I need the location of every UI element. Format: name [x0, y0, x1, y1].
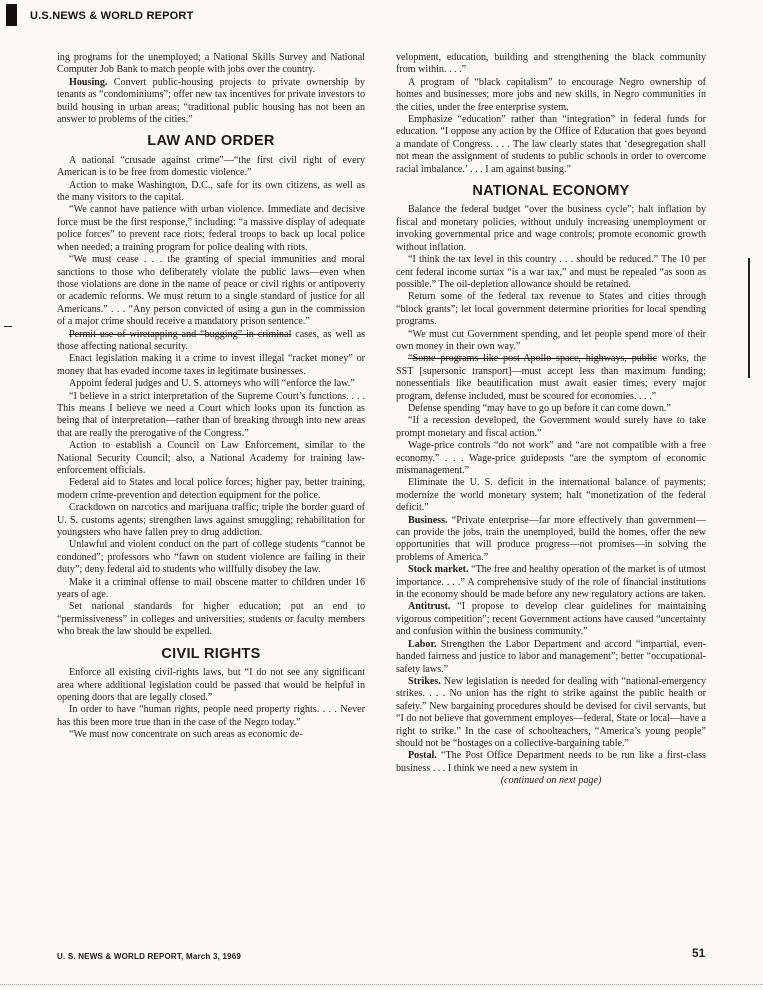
paragraph — [396, 775, 706, 787]
paragraph-text: ing programs for the unemployed; a National Skills Survey and National Computer Job Bank to match people with jobs over the country. — [57, 52, 365, 76]
page-number: 51 — [692, 946, 706, 960]
paragraph-lead: Stock market. — [408, 564, 469, 576]
paragraph — [57, 704, 365, 729]
paragraph-text: “We must now concentrate on such areas as economic de- — [69, 729, 303, 741]
paragraph-text: Action to make Washington, D.C., safe for its own citizens, as well as the many visitors to the capital. — [57, 179, 365, 204]
paragraph — [57, 77, 365, 127]
paragraph-lead: Antitrust. — [408, 601, 451, 613]
paragraph — [57, 667, 365, 704]
paragraph — [396, 329, 706, 354]
paragraph-lead: Housing. — [69, 76, 108, 88]
paragraph-text: “I think the tax level in this country . . . should be reduced.” The 10 per cent federal income surtax “is a war tax,” and must be repealed “as soon as possible.” The oil-depletion allowance should be retained. — [396, 254, 706, 290]
paragraph — [57, 539, 365, 576]
paragraph — [57, 329, 365, 354]
paragraph — [396, 639, 706, 676]
section-heading: LAW AND ORDER — [147, 133, 275, 150]
paragraph-text: Enforce all existing civil-rights laws, but “I do not see any significant area where additional legislation could be passed that would be helpful in opening doors that are legally closed.” — [57, 667, 365, 703]
paragraph-text: “Private enterprise—far more effectively than government—can provide the jobs, train the unemployed, build the homes, offer the new opportunities that will produce progress—not promises—in solving the problems of America.” — [396, 514, 706, 563]
paragraph — [396, 750, 706, 775]
paragraph — [396, 601, 706, 638]
paragraph-lead: Strikes. — [408, 675, 441, 687]
paragraph-text: Wage-price controls “do not work” and “are not compatible with a free economy.” . . . Wage-price guideposts “are the symptom of economic mismanagement.” — [396, 440, 706, 476]
paragraph — [396, 564, 706, 601]
paragraph — [396, 52, 706, 77]
paragraph — [57, 601, 365, 638]
paragraph — [396, 403, 706, 415]
margin-tick — [4, 326, 12, 327]
paragraph — [57, 204, 365, 254]
paragraph-text: (continued on next page) — [500, 775, 602, 787]
paragraph — [396, 291, 706, 328]
paragraph-text: “The Post Office Department needs to be run like a first-class business . . . I think we need a new system in — [396, 750, 706, 774]
paragraph — [57, 378, 365, 390]
paragraph — [396, 254, 706, 291]
paragraph-text: Crackdown on narcotics and marijuana traffic; triple the border guard of U. S. customs agents; strengthen laws against smuggling; rehabilitation for youngsters who have fallen prey to drug addiction. — [57, 502, 365, 539]
paragraph — [396, 676, 706, 750]
paragraph — [57, 502, 365, 539]
paragraph-text: works, the SST [supersonic transport]—must accept less than maximum funding; nonessentials like beautification must await easier times; every major program, defense included, must be scoured for economies. . . .” — [396, 353, 706, 402]
paragraph — [396, 114, 706, 176]
paragraph-text: Return some of the federal tax revenue to States and cities through “block grants”; let local government determine priorities for local spending programs. — [396, 291, 706, 328]
paragraph-text: In order to have “human rights, people need property rights. . . . Never has this been more true than in the case of the Negro today.” — [57, 704, 365, 728]
paragraph-text: Strengthen the Labor Department and accord “impartial, even-handed fairness and justice to labor and management”; better “occupational-safety laws.” — [396, 638, 706, 675]
paragraph-lead: Postal. — [408, 750, 437, 762]
paragraph-text: “We must cut Government spending, and let people spend more of their own money in their own way.” — [396, 328, 706, 352]
paragraph-text: Action to establish a Council on Law Enforcement, similar to the National Security Council; also, a National Academy for training law-enforcement officials. — [57, 440, 365, 476]
paragraph-text: Eliminate the U. S. deficit in the international balance of payments; modernize the world monetary system; halt “monetization of the federal deficit.” — [396, 477, 706, 514]
paragraph — [57, 180, 365, 205]
paragraph — [57, 155, 365, 180]
paragraph-text: Set national standards for higher education; put an end to “permissiveness” in colleges and universities; students or faculty members who break the law should be expelled. — [57, 601, 365, 638]
paragraph — [396, 440, 706, 477]
paragraph — [57, 577, 365, 602]
struck-text: “Some programs like post-Apollo space, highways, public — [408, 353, 657, 365]
struck-text: Permit use of wiretapping and “bugging” in criminal — [69, 328, 292, 340]
paragraph-text: Convert public-housing projects to private ownership by tenants as “condominiums”; offer new tax incentives for private investors to build housing in urban areas; “traditional public housing has not been an answer to problems of the cities.” — [57, 76, 365, 126]
paragraph — [57, 391, 365, 441]
paragraph-text: “We must cease . . . the granting of special immunities and moral sanctions to those who deliberately violate the public laws—even when those violations are done in the name of peace or civil rights or antipoverty or academic reforms. We must return to a single standard of justice for all Americans.” . . . “Any person convicted of using a gun in the commission of a major crime should receive a mandatory prison sentence.” — [57, 254, 365, 328]
paragraph — [57, 729, 365, 741]
page-edge-line — [0, 984, 763, 985]
section-heading: NATIONAL ECONOMY — [472, 183, 630, 200]
paragraph-text: Federal aid to States and local police forces; higher pay, better training, modern crime-prevention and detection equipment for the police. — [57, 477, 365, 501]
paragraph — [396, 353, 706, 403]
right-column — [396, 52, 706, 788]
paragraph-text: New legislation is needed for dealing with “national-emergency strikes. . . . No union has the right to strike against the public health or safety.” New bargaining procedures should be devised for civil servants, but “I do not believe that government employes—federal, State or local—have a right to strike.” In the case of schoolteachers, “America’s young people” should not be “hostages on a collective-bargaining table.” — [396, 675, 706, 749]
paragraph-text: Defense spending “may have to go up before it can come down.” — [408, 402, 671, 414]
paragraph — [396, 515, 706, 565]
masthead-bar — [6, 4, 17, 26]
paragraph — [396, 477, 706, 514]
margin-mark — [748, 258, 750, 378]
paragraph-text: Appoint federal judges and U. S. attorneys who will “enforce the law.” — [69, 378, 355, 390]
paragraph-text: Unlawful and violent conduct on the part of college students “cannot be condoned”; professors who “fawn on student violence are failing in their duty”; deny federal aid to students who willfully disobey the law. — [57, 539, 365, 576]
paragraph-text: Balance the federal budget “over the business cycle”; halt inflation by fiscal and monetary policies, without unduly increasing unemployment or invoking governmental price and wage controls; promote economic growth without inflation. — [396, 204, 706, 253]
paragraph-text: “I propose to develop clear guidelines for maintaining vigorous competition”; recent Government actions have caused “uncertainty and confusion within the business community.” — [396, 601, 706, 638]
paragraph — [396, 415, 706, 440]
paragraph — [57, 353, 365, 378]
paragraph-lead: Labor. — [408, 638, 437, 650]
paragraph-text: A national “crusade against crime”—“the first civil right of every American is to be free from domestic violence.” — [57, 154, 365, 179]
paragraph-text: “The free and healthy operation of the market is of utmost importance. . . .” A comprehensive study of the role of financial institutions in the economy should be made before any new regulatory actions are taken. — [396, 564, 706, 601]
paragraph-lead: Business. — [408, 514, 448, 526]
paragraph — [396, 204, 706, 254]
paragraph-text: A program of “black capitalism” to encourage Negro ownership of homes and businesses; more jobs and new skills, in Negro communities in the cities, under the free enterprise system. — [396, 76, 706, 113]
paragraph — [396, 77, 706, 114]
paragraph-text: “If a recession developed, the Government would surely have to take prompt monetary and fiscal action.” — [396, 415, 706, 439]
paragraph — [57, 440, 365, 477]
paragraph-text: Enact legislation making it a crime to invest illegal “racket money” or money that has evaded income taxes in legitimate businesses. — [57, 353, 365, 377]
paragraph-text: velopment, education, building and strengthening the black community from within. . . .” — [396, 52, 706, 76]
footer-publication: U. S. NEWS & WORLD REPORT, March 3, 1969 — [57, 952, 242, 961]
paragraph — [57, 254, 365, 328]
paragraph — [57, 52, 365, 77]
left-column — [57, 52, 365, 742]
masthead: U.S.NEWS & WORLD REPORT — [30, 10, 194, 22]
section-heading: CIVIL RIGHTS — [161, 645, 261, 662]
paragraph-text: “I believe in a strict interpretation of the Supreme Court’s functions. . . . This means I believe we need a Court which looks upon its function as being that of interpretation—rather than of breaking through into new areas that are really the prerogative of the Congress.” — [57, 390, 365, 439]
paragraph-text: “We cannot have patience with urban violence. Immediate and decisive force must be the first response,” including: “a massive display of adequate police forces” to prevent race riots; federal troops to back up local police when needed; a training program for police dealing with riots. — [57, 204, 365, 253]
paragraph — [57, 477, 365, 502]
paragraph-text: Emphasize “education” rather than “integration” in federal funds for education. “I oppose any action by the Office of Education that goes beyond a mandate of Congress. . . . The law clearly states that ‘desegregation shall not mean the assignment of students to public schools in order to overcome racial imbalance.’ . . . I am against busing.” — [396, 114, 706, 175]
paragraph-text: cases, as well as those affecting national security. — [57, 328, 365, 352]
paragraph-text: Make it a criminal offense to mail obscene matter to children under 16 years of age. — [57, 576, 365, 601]
